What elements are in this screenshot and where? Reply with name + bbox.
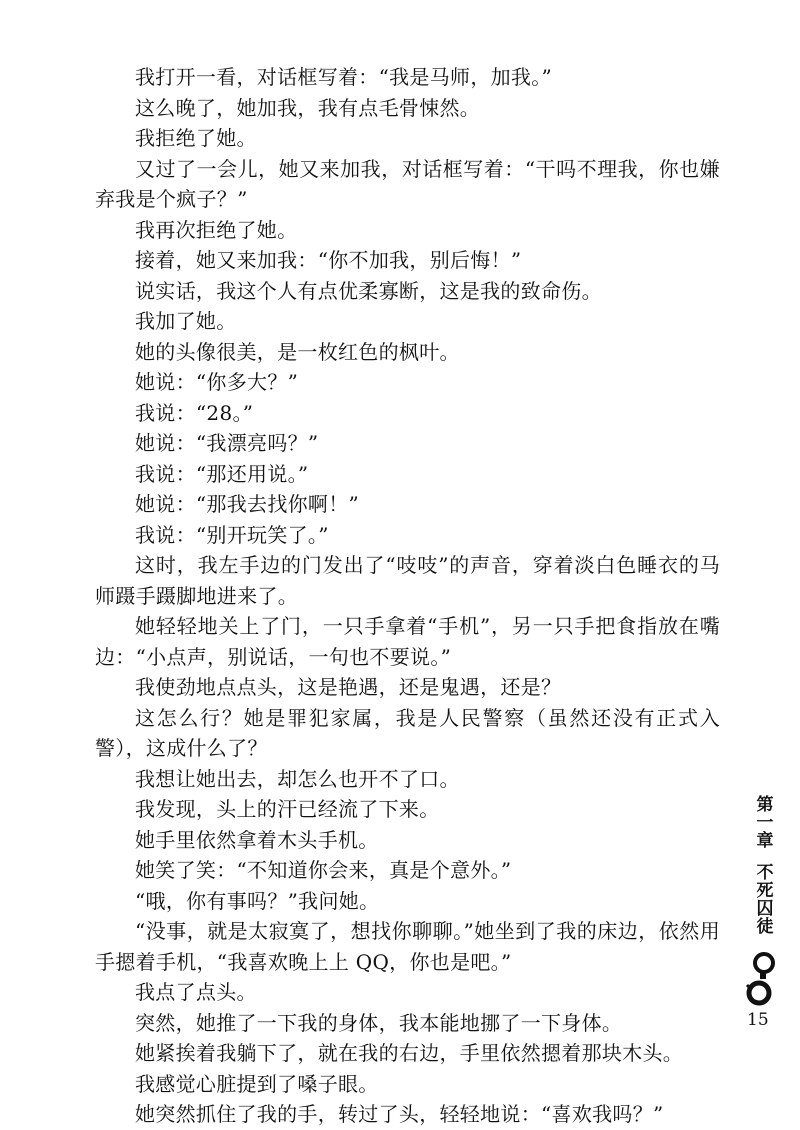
paragraph: 她说：“那我去找你啊！” [135,492,360,516]
paragraph: 她说：“你多大？” [135,370,299,394]
paragraph: 我加了她。 [135,309,237,333]
paragraph: 她紧挨着我躺下了，就在我的右边，手里依然摁着那块木头。 [135,1041,684,1065]
paragraph: 说实话，我这个人有点优柔寡断，这是我的致命伤。 [135,278,602,303]
paragraph: 这时，我左手边的门发出了“吱吱”的声音，穿着淡白色睡衣的马师蹑手蹑脚地进来了。 [95,553,720,608]
paragraph: 我想让她出去，却怎么也开不了口。 [135,766,460,791]
chapter-side-tab [742,795,782,1009]
paragraph: 她的头像很美，是一枚红色的枫叶。 [135,339,460,364]
paragraph: 我点了点头。 [135,980,257,1004]
paragraph: “哦，你有事吗？”我问她。 [135,888,380,913]
paragraph: 她说：“我漂亮吗？” [135,431,319,455]
paragraph: 我说：“那还用说。” [135,461,309,486]
paragraph: 这么晚了，她加我，我有点毛骨悚然。 [135,95,481,120]
paragraph: 她手里依然拿着木头手机。 [135,827,379,852]
page-number: 15 [747,1010,769,1030]
paragraph: 我感觉心脏提到了嗓子眼。 [135,1071,379,1096]
paragraph: 又过了一会儿，她又来加我，对话框写着：“干吗不理我，你也嫌弃我是个疯子？” [95,156,720,211]
paragraph: 我拒绝了她。 [135,126,257,150]
paragraph: 我说：“别开玩笑了。” [135,522,329,547]
paragraph: 接着，她又来加我：“你不加我，别后悔！” [135,248,522,272]
body-text [95,62,720,1130]
paragraph: 我使劲地点点头，这是艳遇，还是鬼遇，还是？ [135,675,562,699]
handcuffs-icon [742,949,782,1009]
chapter-title: 不死囚徒 [752,863,773,935]
paragraph: 她突然抓住了我的手，转过了头，轻轻地说：“喜欢我吗？” [135,1102,664,1126]
paragraph: 我发现，头上的汗已经流了下来。 [135,797,440,821]
paragraph: 我说：“28。” [135,400,254,425]
paragraph: 我打开一看，对话框写着：“我是马师，加我。” [135,65,553,89]
paragraph: “没事，就是太寂寞了，想找你聊聊。”她坐到了我的床边，依然用手摁着手机，“我喜欢晚上上 QQ，你也是吧。” [95,919,720,974]
paragraph: 突然，她推了一下我的身体，我本能地挪了一下身体。 [135,1010,623,1035]
chapter-number: 第一章 [752,795,773,849]
paragraph: 这怎么行？她是罪犯家属，我是人民警察（虽然还没有正式入警），这成什么了？ [95,705,720,760]
paragraph: 她笑了笑：“不知道你会来，真是个意外。” [135,858,512,882]
paragraph: 她轻轻地关上了门，一只手拿着“手机”，另一只手把食指放在嘴边：“小点声，别说话，一句也不要说。” [95,614,720,669]
paragraph: 我再次拒绝了她。 [135,217,298,242]
